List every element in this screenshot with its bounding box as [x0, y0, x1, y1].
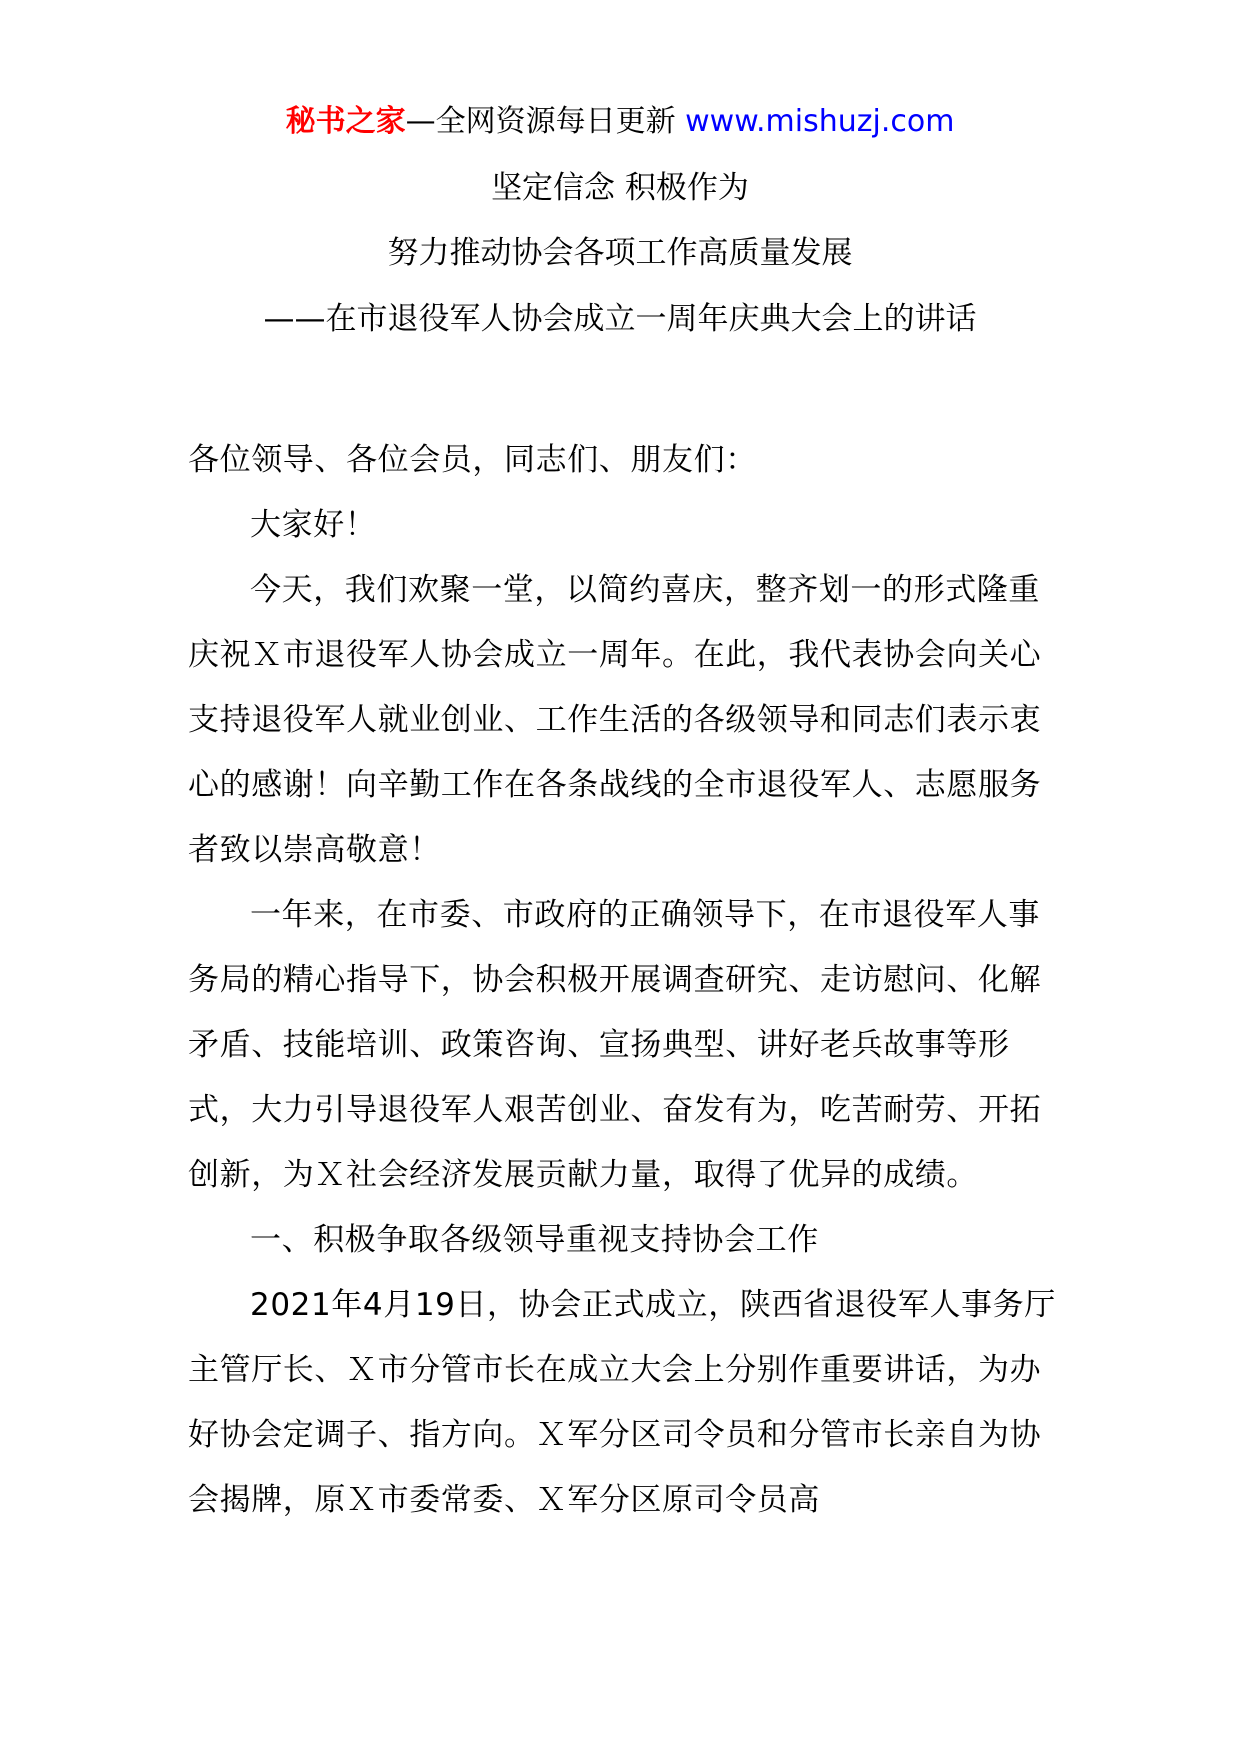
- opening-paragraph: 今天，我们欢聚一堂，以简约喜庆，整齐划一的形式隆重庆祝Ｘ市退役军人协会成立一周年。在此，我代表协会向关心支持退役军人就业创业、工作生活的各级领导和同志们表示衷心的感谢！向辛勤工作在各条战线的全市退役军人、志愿服务者致以崇高敬意！: [188, 572, 1042, 868]
- greeting-paragraph: 各位领导、各位会员，同志们、朋友们：: [188, 442, 757, 478]
- section-1-paragraph: 2021年4月19日，协会正式成立，陕西省退役军人事务厅主管厅长、Ｘ市分管市长在成立大会上分别作重要讲话，为办好协会定调子、指方向。Ｘ军分区司令员和分管市长亲自为协会揭牌，原Ｘ市委常委、Ｘ军分区原司令员高: [188, 1287, 1056, 1518]
- site-url-link[interactable]: www.mishuzj.com: [685, 104, 955, 139]
- summary-paragraph: 一年来，在市委、市政府的正确领导下，在市退役军人事务局的精心指导下，协会积极开展调查研究、走访慰问、化解矛盾、技能培训、政策咨询、宣扬典型、讲好老兵故事等形式，大力引导退役军人艰苦创业、奋发有为，吃苦耐劳、开拓创新，为Ｘ社会经济发展贡献力量，取得了优异的成绩。: [188, 897, 1042, 1193]
- site-brand: 秘书之家: [285, 104, 406, 139]
- site-header: [0, 100, 1240, 144]
- hello-paragraph: 大家好！: [250, 507, 377, 543]
- subtitle-line: ——在市退役军人协会成立一周年庆典大会上的讲话: [263, 301, 977, 337]
- title-line-2: 努力推动协会各项工作高质量发展: [387, 235, 853, 271]
- speech-body: [188, 428, 1058, 1533]
- title-line-1: 坚定信念 积极作为: [491, 170, 749, 206]
- site-tagline: —全网资源每日更新: [405, 104, 686, 139]
- section-heading-1: 一、积极争取各级领导重视支持协会工作: [250, 1222, 819, 1258]
